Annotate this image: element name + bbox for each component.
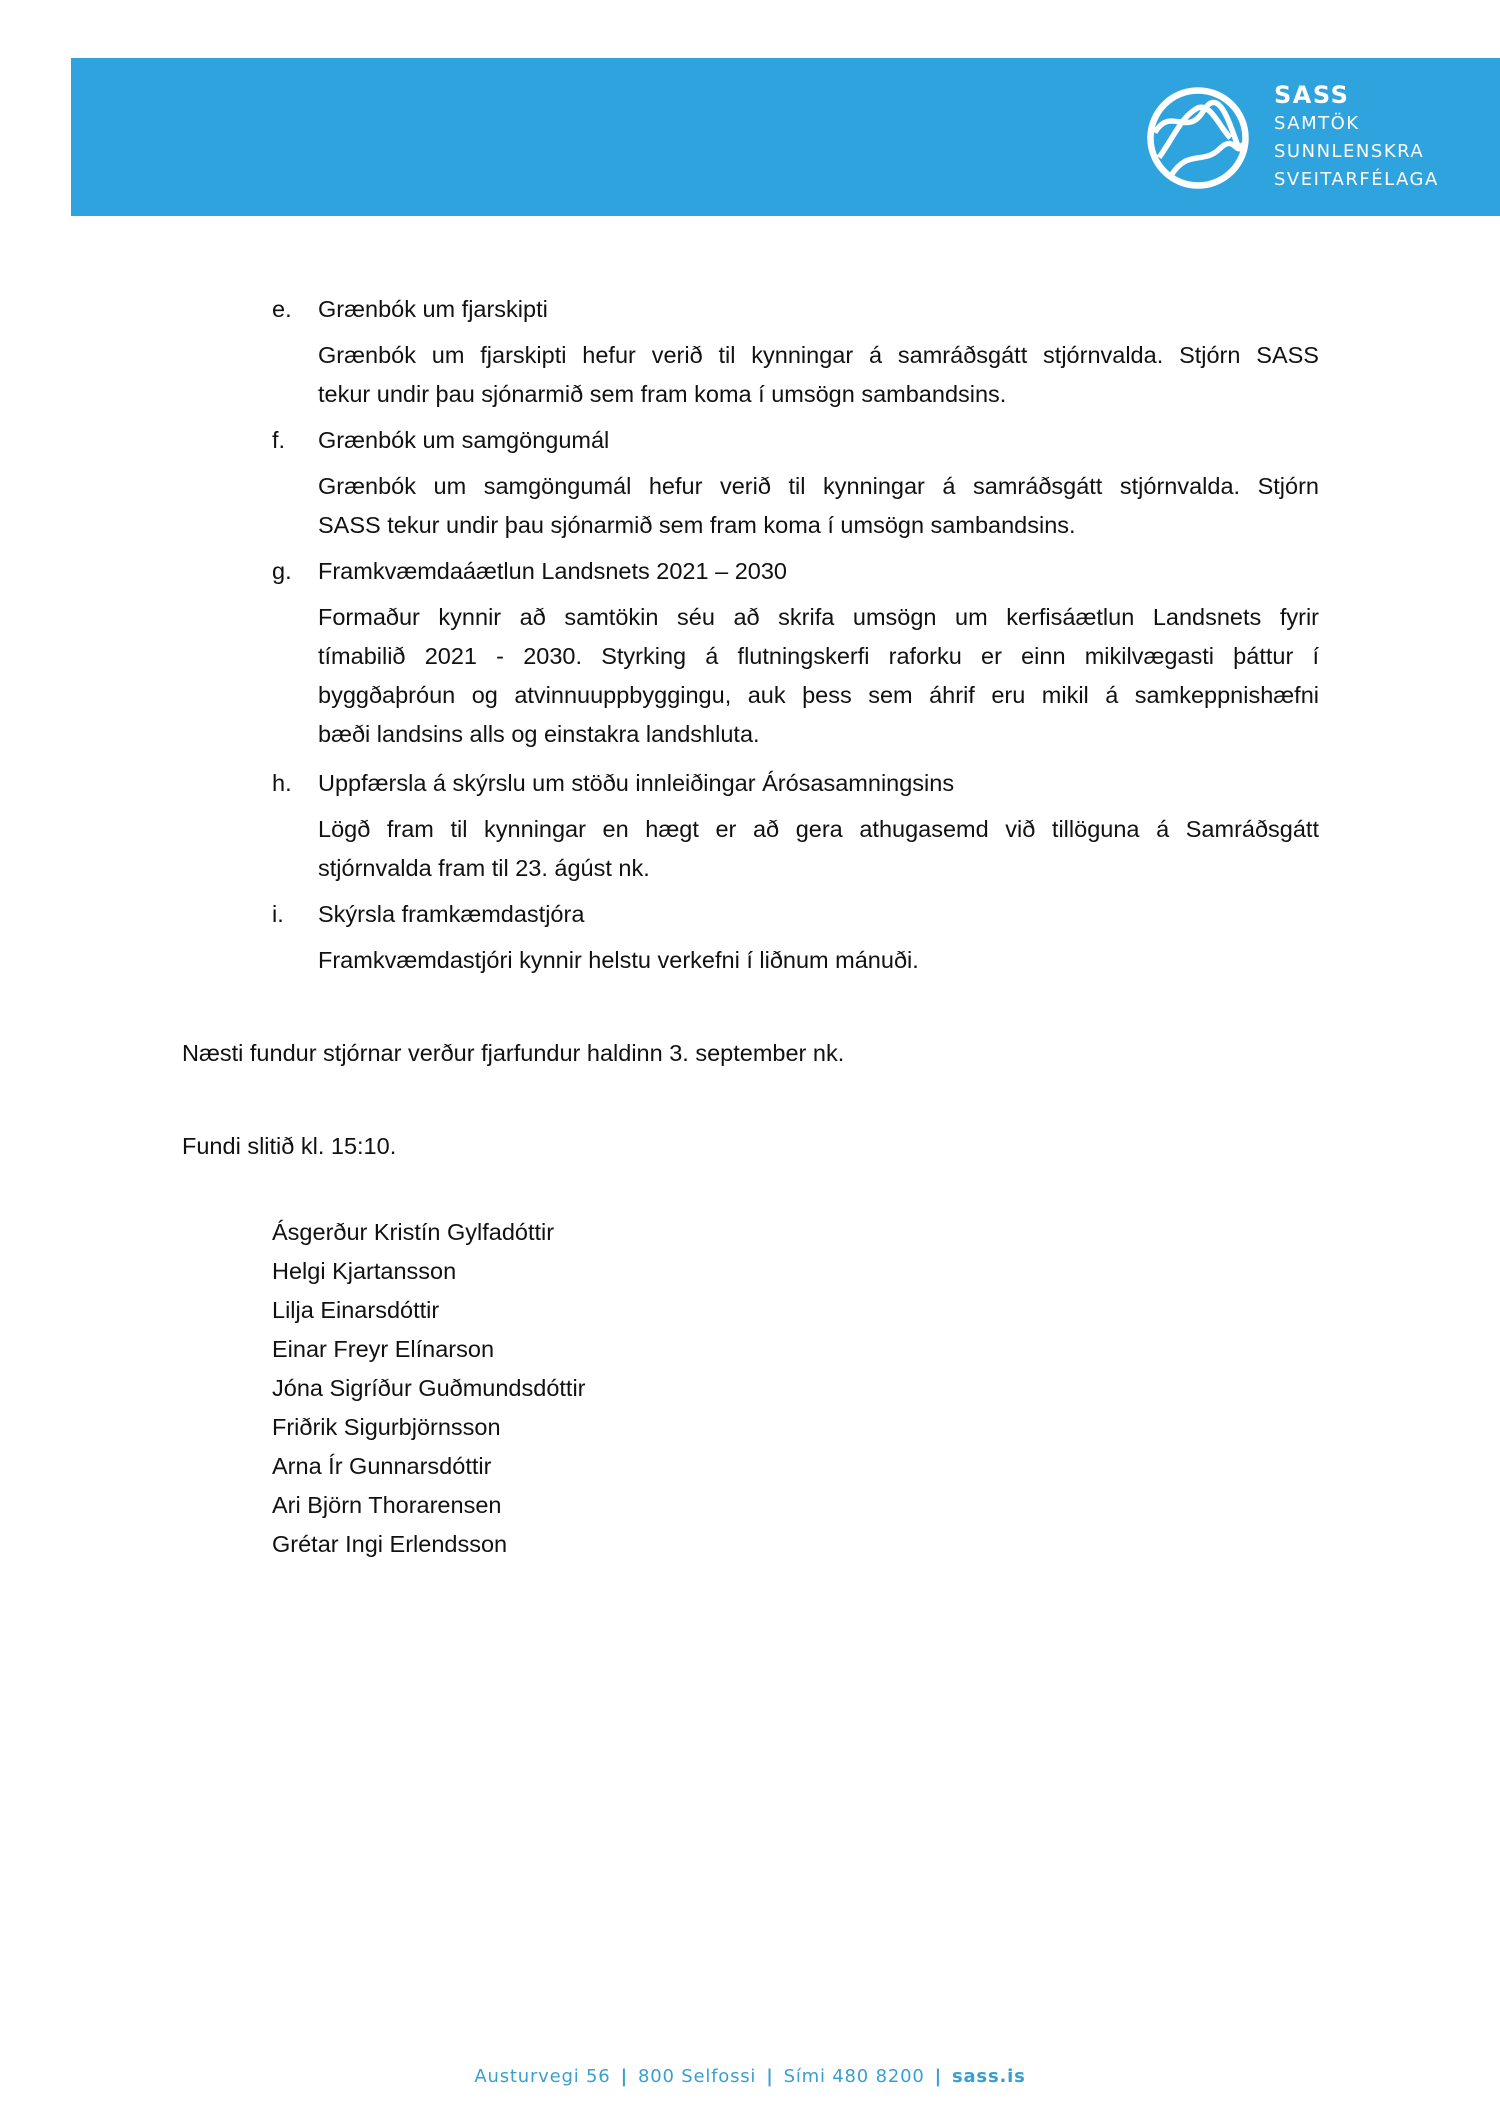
sass-logo-icon — [1144, 84, 1252, 192]
brand-line: SUNNLENSKRA — [1274, 141, 1425, 162]
attendee-name: Jóna Sigríður Guðmundsdóttir — [272, 1375, 586, 1401]
item-label: i. — [272, 901, 284, 927]
item-title: Skýrsla framkæmdastjóra — [318, 901, 585, 927]
brand-line: SVEITARFÉLAGA — [1274, 169, 1439, 190]
item-paragraph-line: SASS tekur undir þau sjónarmið sem fram koma í umsögn sambandsins. — [318, 512, 1076, 538]
item-paragraph-line: byggðaþróun og atvinnuuppbyggingu, auk þess sem áhrif eru mikil á samkeppnishæfni — [318, 682, 1319, 708]
attendee-name: Helgi Kjartansson — [272, 1258, 457, 1284]
item-label: e. — [272, 296, 292, 322]
attendee-name: Ásgerður Kristín Gylfadóttir — [272, 1219, 555, 1245]
brand-short: SASS — [1274, 81, 1350, 109]
item-paragraph-line: tekur undir þau sjónarmið sem fram koma í umsögn sambandsins. — [318, 381, 1007, 407]
attendee-name: Lilja Einarsdóttir — [272, 1297, 440, 1323]
item-paragraph-line: tímabilið 2021 - 2030. Styrking á flutningskerfi raforku er einn mikilvægasti þáttur í — [318, 643, 1319, 669]
closing-text: Fundi slitið kl. 15:10. — [182, 1133, 397, 1159]
item-paragraph-line: Grænbók um samgöngumál hefur verið til kynningar á samráðsgátt stjórnvalda. Stjórn — [318, 473, 1319, 499]
item-title: Uppfærsla á skýrslu um stöðu innleiðingar Árósasamningsins — [318, 770, 955, 796]
item-paragraph-line: Grænbók um fjarskipti hefur verið til kynningar á samráðsgátt stjórnvalda. Stjórn SASS — [318, 342, 1319, 368]
item-title: Framkvæmdaáætlun Landsnets 2021 – 2030 — [318, 558, 787, 584]
footer-phone: Sími 480 8200 — [783, 2066, 925, 2087]
item-paragraph-line: Formaður kynnir að samtökin séu að skrifa umsögn um kerfisáætlun Landsnets fyrir — [318, 604, 1319, 630]
item-paragraph-line: stjórnvalda fram til 23. ágúst nk. — [318, 855, 650, 881]
item-label: h. — [272, 770, 292, 796]
next-meeting-text: Næsti fundur stjórnar verður fjarfundur haldinn 3. september nk. — [182, 1040, 845, 1066]
brand-line: SAMTÖK — [1274, 113, 1360, 134]
item-label: g. — [272, 558, 292, 584]
footer-address: Austurvegi 56 — [474, 2066, 611, 2087]
footer-website-link[interactable]: sass.is — [951, 2066, 1026, 2087]
attendee-name: Friðrik Sigurbjörnsson — [272, 1414, 501, 1440]
footer-city: 800 Selfossi — [637, 2066, 757, 2087]
item-paragraph-line: Lögð fram til kynningar en hægt er að gera athugasemd við tillöguna á Samráðsgátt — [318, 816, 1319, 842]
attendee-name: Grétar Ingi Erlendsson — [272, 1531, 508, 1557]
attendee-name: Einar Freyr Elínarson — [272, 1336, 495, 1362]
brand-wordmark — [1274, 80, 1439, 194]
item-title: Grænbók um samgöngumál — [318, 427, 610, 453]
item-paragraph-line: Framkvæmdastjóri kynnir helstu verkefni í liðnum mánuði. — [318, 947, 919, 973]
item-paragraph-line: bæði landsins alls og einstakra landshluta. — [318, 721, 760, 747]
item-title: Grænbók um fjarskipti — [318, 296, 548, 322]
attendee-name: Arna Ír Gunnarsdóttir — [272, 1453, 492, 1479]
item-label: f. — [272, 427, 286, 453]
attendee-name: Ari Björn Thorarensen — [272, 1492, 502, 1518]
footer: Austurvegi 56 | 800 Selfossi | Sími 480 8200 | sass.is — [474, 2066, 1026, 2087]
